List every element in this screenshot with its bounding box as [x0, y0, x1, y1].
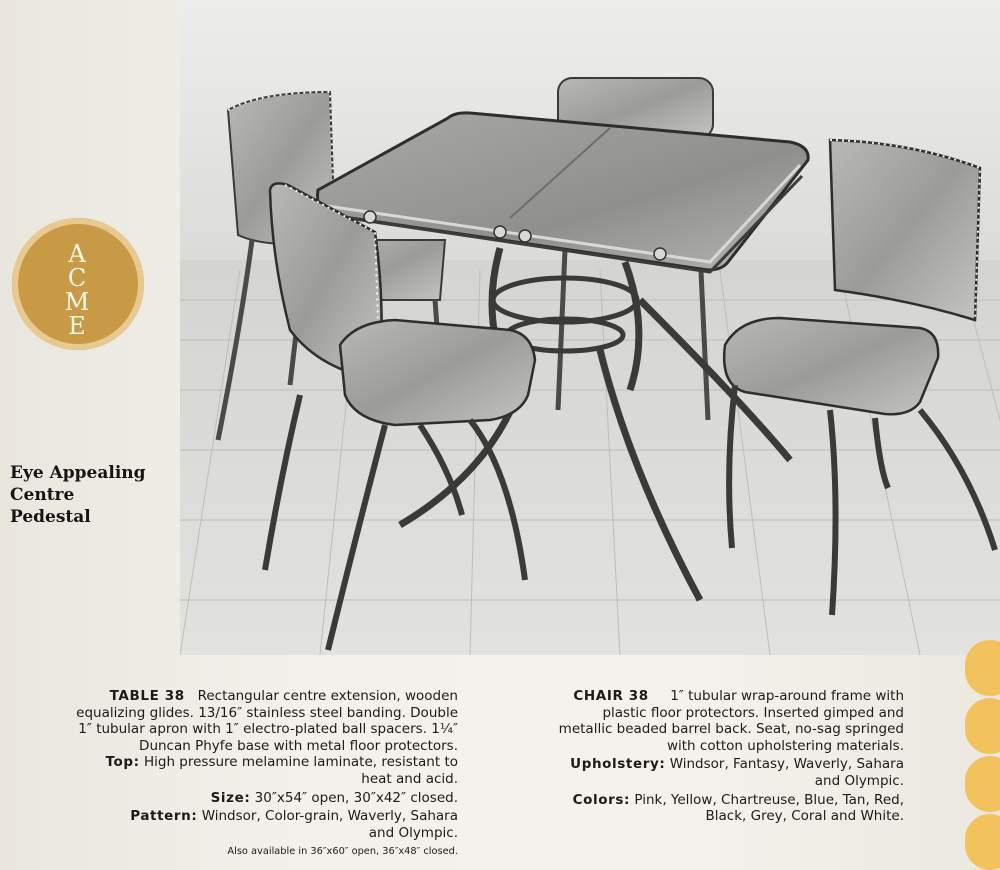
availability-note: Also available in 36″x60″ open, 36″x48″ closed. [227, 846, 458, 858]
chair-38-specs [510, 688, 904, 825]
tagline-line: Centre [10, 485, 75, 505]
table-description-line [30, 688, 458, 705]
chair-colors-line [510, 792, 904, 809]
table-description-line: Duncan Phyfe base with metal floor protectors. [139, 737, 458, 754]
chair-label: CHAIR 38 [573, 688, 649, 704]
pattern-label: Pattern: [130, 808, 198, 825]
colors-text-continued: Black, Grey, Coral and White. [705, 808, 904, 825]
logo-letter-c: C [67, 264, 89, 292]
acme-logo [12, 218, 144, 350]
photo-illustration [180, 0, 1000, 655]
tagline-line: Pedestal [10, 507, 91, 527]
chair-description-text: 1″ tubular wrap-around frame with [670, 688, 904, 704]
table-description-text: Rectangular centre extension, wooden [197, 688, 458, 704]
table-size-line [30, 790, 458, 807]
chair-description-line: with cotton upholstering materials. [666, 737, 904, 754]
logo-letter-m: M [64, 288, 92, 316]
chair-upholstery-line [510, 756, 904, 773]
dinette-set-photo [180, 0, 1000, 655]
logo-letter-e: E [68, 312, 88, 340]
top-text-continued: heat and acid. [361, 770, 458, 787]
table-description-line: 1″ tubular apron with 1″ electro-plated ball spacers. 1¼″ [78, 721, 458, 738]
table-top-line [30, 754, 458, 771]
size-text: 30″x54″ open, 30″x42″ closed. [254, 789, 458, 806]
colors-text: Pink, Yellow, Chartreuse, Blue, Tan, Red, [634, 791, 904, 808]
logo-letter-a: A [68, 240, 88, 268]
table-label: TABLE 38 [109, 688, 185, 704]
size-label: Size: [210, 789, 251, 806]
chair-description-line: metallic beaded barrel back. Seat, no-sag springed [558, 721, 904, 738]
table-pattern-line [30, 808, 458, 825]
chair-description-line: plastic floor protectors. Inserted gimped and [602, 704, 904, 721]
tagline [10, 462, 146, 528]
table-38-specs [30, 688, 458, 861]
colors-label: Colors: [572, 791, 631, 808]
pattern-text-continued: and Olympic. [368, 824, 458, 841]
pattern-text: Windsor, Color-grain, Waverly, Sahara [201, 808, 458, 825]
top-label: Top: [105, 754, 140, 771]
top-text: High pressure melamine laminate, resistant to [143, 754, 458, 771]
table-description-line: equalizing glides. 13/16″ stainless steel banding. Double [76, 704, 458, 721]
upholstery-label: Upholstery: [570, 756, 666, 773]
tagline-line: Eye Appealing [10, 463, 146, 483]
upholstery-text: Windsor, Fantasy, Waverly, Sahara [669, 756, 904, 773]
upholstery-text-continued: and Olympic. [814, 772, 904, 789]
chair-description-line [510, 688, 904, 705]
